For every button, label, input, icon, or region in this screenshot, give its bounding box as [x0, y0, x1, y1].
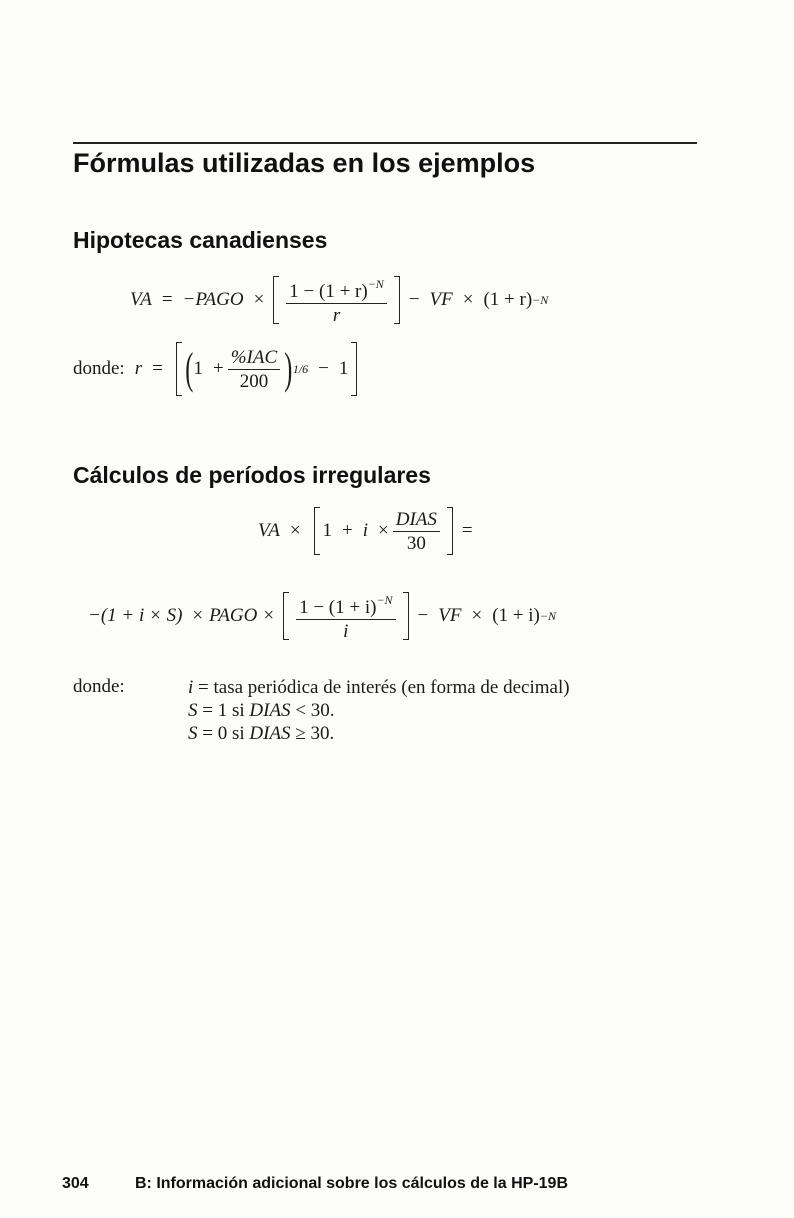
- op-times: ×: [471, 605, 483, 626]
- denominator-200: 200: [239, 370, 269, 392]
- const-one: 1: [193, 358, 203, 379]
- definitions-list: [188, 676, 570, 745]
- donde-label: donde:: [73, 358, 125, 379]
- var-va: VA: [130, 289, 152, 310]
- formula-va-canadian: [130, 276, 548, 324]
- var-va: VA: [258, 520, 280, 541]
- tail-exponent: −N: [532, 292, 549, 307]
- tail-term: (1 + i): [492, 605, 540, 626]
- left-bracket: [176, 342, 182, 396]
- numerator: 1 − (1 + i): [299, 597, 377, 618]
- top-rule: [73, 142, 697, 144]
- fraction: [393, 509, 440, 554]
- tail-exponent: −N: [539, 608, 556, 623]
- denominator-i: i: [343, 621, 349, 642]
- right-paren: ): [284, 344, 293, 393]
- op-times: ×: [253, 289, 265, 310]
- right-bracket: [403, 592, 409, 640]
- fraction: [286, 274, 387, 326]
- left-bracket: [283, 592, 289, 640]
- op-minus: −: [417, 605, 429, 626]
- donde-label-2: donde:: [73, 676, 125, 697]
- op-times: ×: [462, 289, 474, 310]
- left-bracket: [273, 276, 279, 324]
- right-bracket: [447, 507, 453, 555]
- formula-pago-irregular: [88, 592, 556, 640]
- exponent: −N: [367, 277, 384, 291]
- left-bracket: [314, 507, 320, 555]
- definition-s-0: S = 0 si DIAS ≥ 30.: [188, 723, 335, 744]
- op-equals: =: [161, 289, 173, 310]
- tail-term: (1 + r): [483, 289, 533, 310]
- denominator-30: 30: [406, 532, 426, 554]
- op-plus: +: [342, 520, 353, 541]
- right-bracket: [394, 276, 400, 324]
- denominator: r: [332, 305, 341, 326]
- op-equals: =: [461, 520, 473, 541]
- op-times: ×: [289, 520, 301, 541]
- op-equals: =: [152, 358, 163, 379]
- var-vf: VF: [438, 605, 462, 626]
- var-i: i: [362, 520, 369, 541]
- right-bracket: [351, 342, 357, 396]
- page-title: Fórmulas utilizadas en los ejemplos: [73, 148, 536, 178]
- formula-va-irregular: [258, 507, 473, 555]
- op-plus: +: [213, 358, 224, 379]
- numerator: 1 − (1 + r): [289, 281, 368, 302]
- numerator-iac: %IAC: [228, 347, 280, 370]
- op-times: ×: [263, 605, 275, 626]
- var-vf: VF: [429, 289, 453, 310]
- page-number: 304: [62, 1175, 89, 1192]
- section-heading-irregulares: Cálculos de períodos irregulares: [73, 462, 431, 488]
- var-r: r: [134, 358, 143, 379]
- fraction: [228, 347, 280, 392]
- var-pago: PAGO: [209, 605, 258, 626]
- fraction: [296, 590, 395, 642]
- var-neg-pago: −PAGO: [182, 289, 244, 310]
- exponent: −N: [376, 593, 393, 607]
- numerator-dias: DIAS: [393, 509, 440, 532]
- left-paren: (: [185, 344, 194, 393]
- exponent-sixth: 1/6: [292, 361, 309, 376]
- footer-text: B: Información adicional sobre los cálculos de la HP-19B: [135, 1175, 568, 1192]
- op-minus: −: [318, 358, 329, 379]
- definition-s-1: S = 1 si DIAS < 30.: [188, 700, 335, 721]
- definition-i: i = tasa periódica de interés (en forma de decimal): [188, 677, 570, 698]
- lead-term: −(1 + i × S): [88, 605, 183, 626]
- op-minus: −: [408, 289, 420, 310]
- const-one: 1: [322, 520, 333, 541]
- op-times: ×: [192, 605, 204, 626]
- section-heading-hipotecas: Hipotecas canadienses: [73, 227, 328, 253]
- formula-r-definition: [73, 342, 360, 396]
- op-times: ×: [378, 520, 389, 541]
- const-one-2: 1: [338, 358, 349, 379]
